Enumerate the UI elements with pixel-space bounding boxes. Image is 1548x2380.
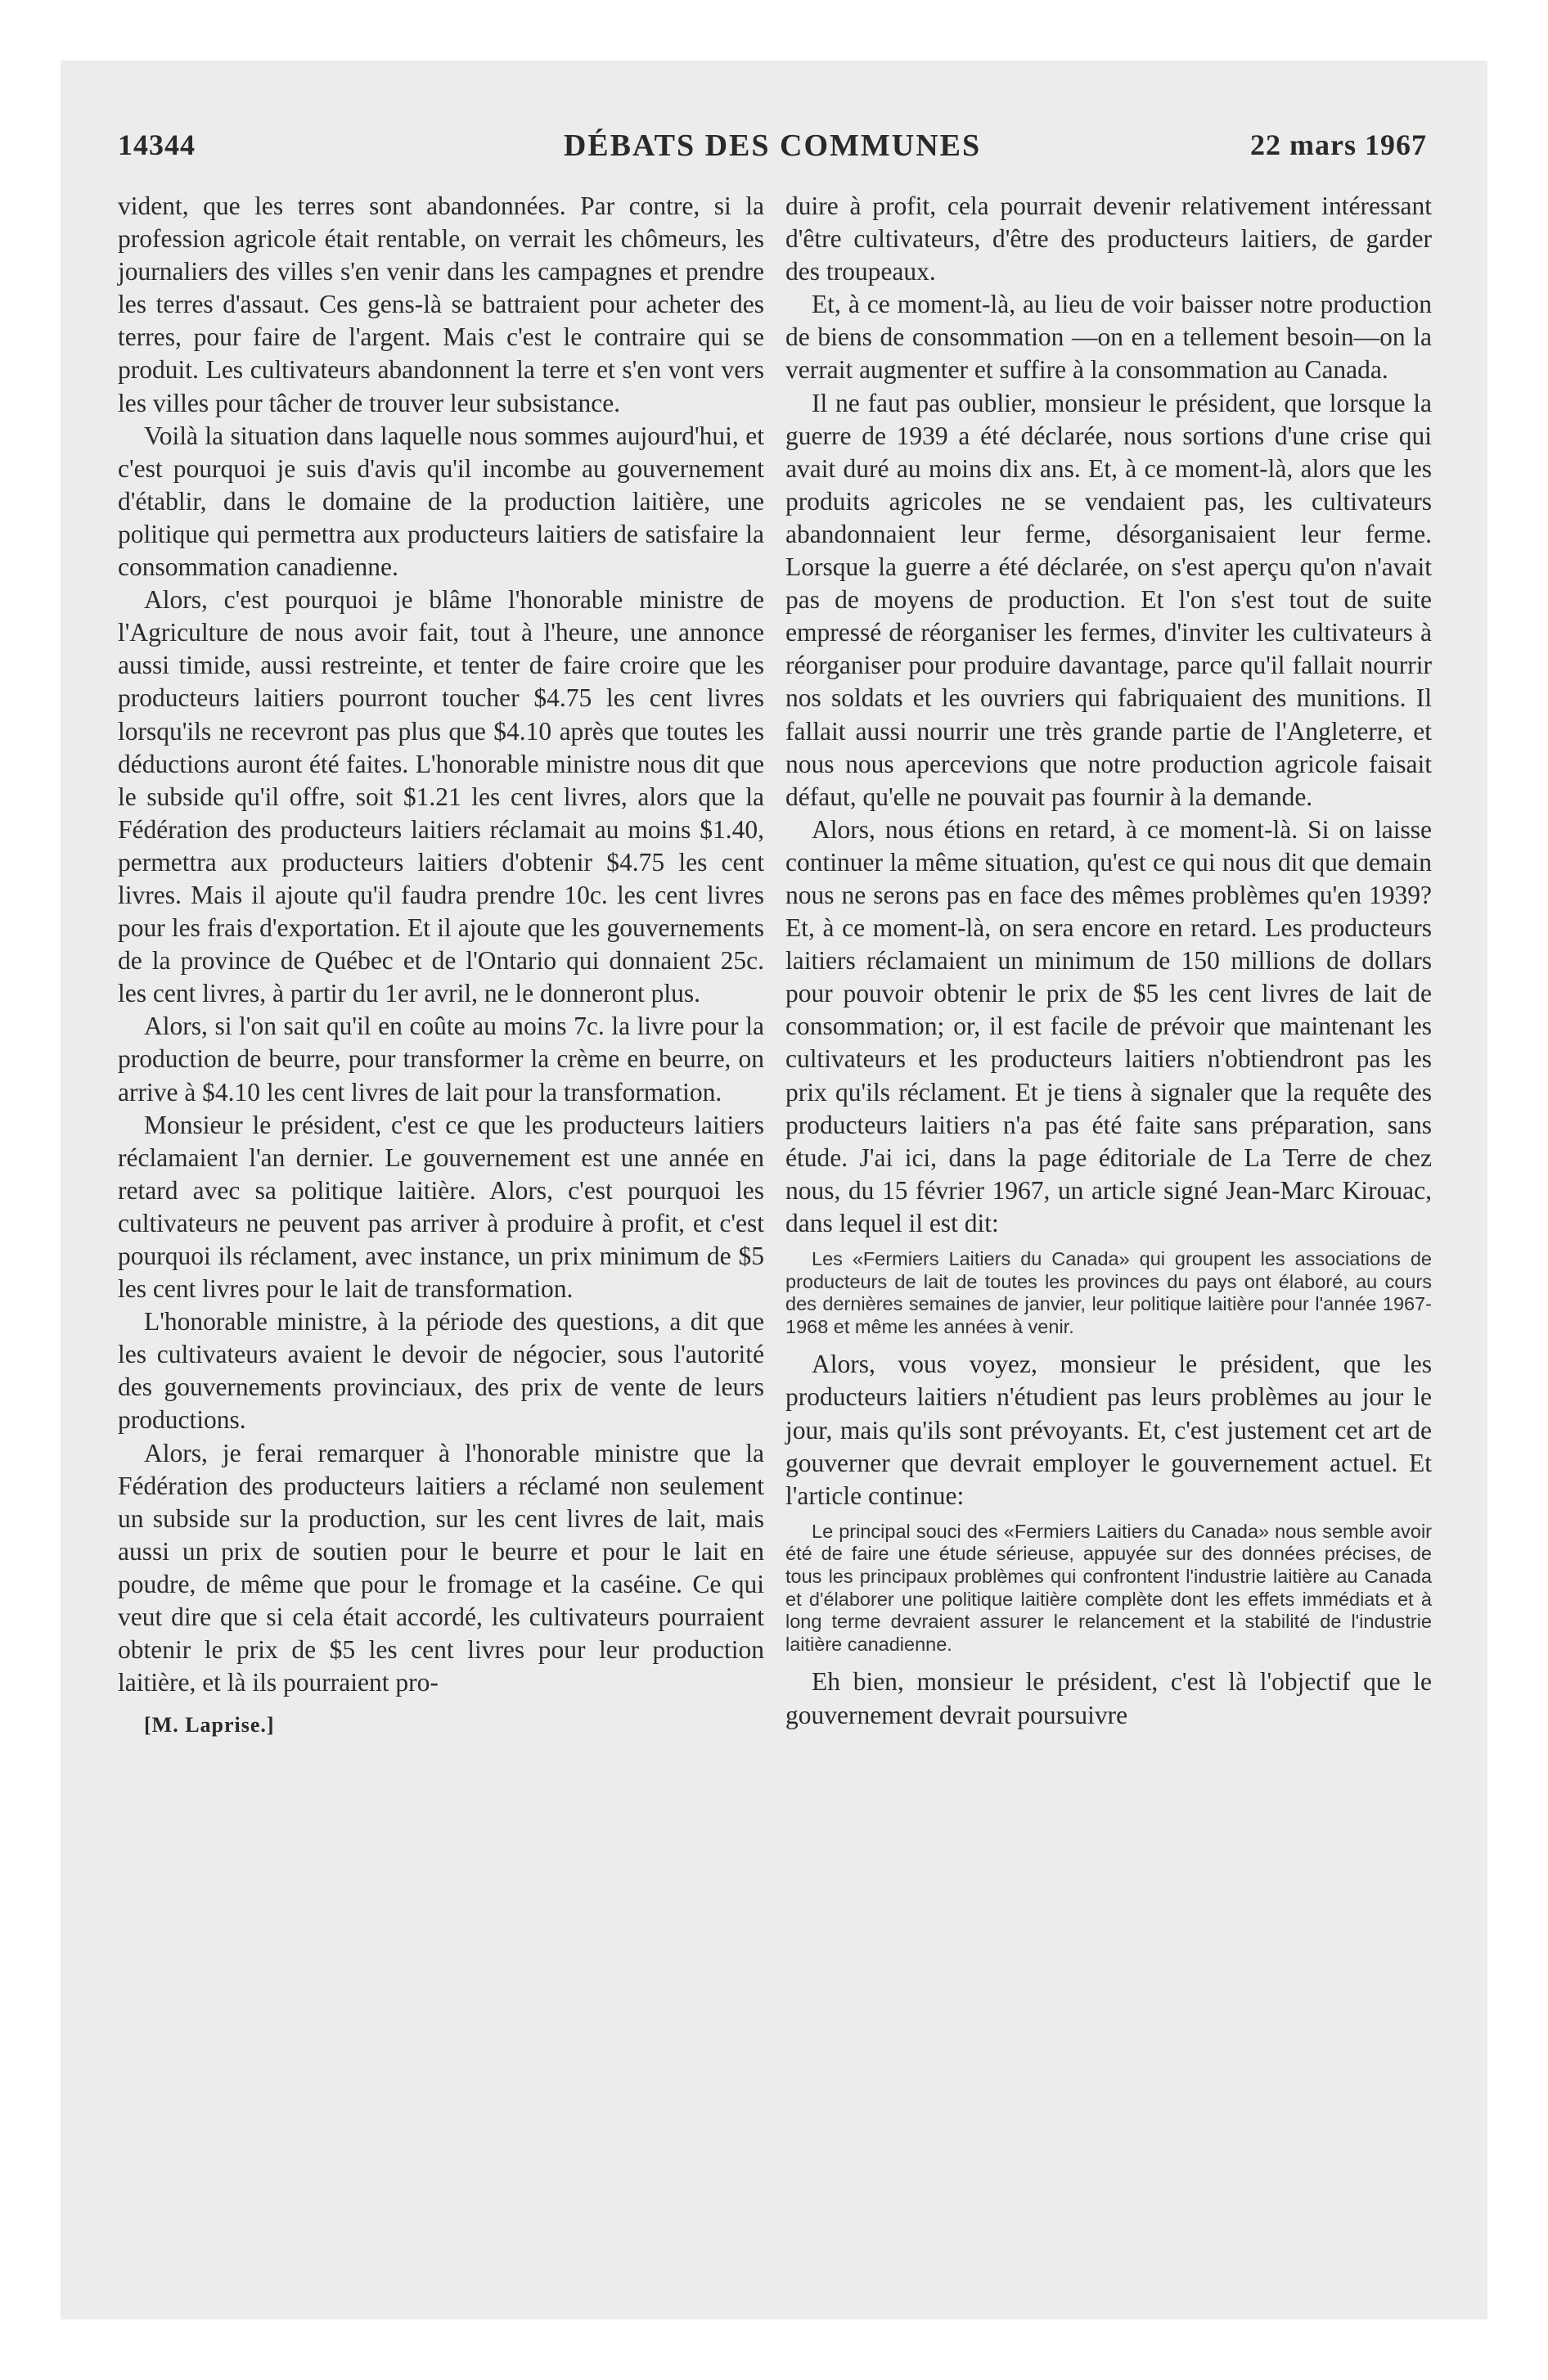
paragraph: Alors, nous étions en retard, à ce moment-là. Si on laisse continuer la même situation, qu'est ce qui nous dit que demain nous ne serons pas en face des mêmes problèmes qu'en 1939? Et, à ce moment-là, on sera encore en retard. Les producteurs laitiers réclamaient un minimum de 150 millions de dollars pour pouvoir obtenir le prix de $5 les cent livres de lait de consommation; or, il est facile de prévoir que maintenant les cultivateurs et les producteurs laitiers n'obtiendront pas les prix qu'ils réclament. Et je tiens à signaler que la requête des producteurs laitiers n'a pas été faite sans préparation, sans étude. J'ai ici, dans la page éditoriale de La Terre de chez nous, du 15 février 1967, un article signé Jean-Marc Kirouac, dans lequel il est dit: <box>785 814 1432 1237</box>
page-title: DÉBATS DES COMMUNES <box>563 128 982 163</box>
paragraph: Alors, c'est pourquoi je blâme l'honorable ministre de l'Agriculture de nous avoir fait, tout à l'heure, une annonce aussi timide, aussi restreinte, et tenter de faire croire que les producteurs laitiers pourront toucher $4.75 les cent livres lorsqu'ils ne recevront pas plus que $4.10 après que toutes les déductions auront été faites. L'honorable ministre nous dit que le subside qu'il offre, soit $1.21 les cent livres, alors que la Fédération des producteurs laitiers réclamait au moins $1.40, permettra aux producteurs laitiers d'obtenir $4.75 les cent livres. Mais il ajoute qu'il faudra prendre 10c. les cent livres pour les frais d'exportation. Et il ajoute que les gouvernements de la province de Québec et de l'Ontario qui donnaient 25c. les cent livres, à partir du 1er avril, ne le donneront plus. <box>118 585 764 1008</box>
paragraph: duire à profit, cela pourrait devenir relativement intéressant d'être cultivateurs, d'être des producteurs laitiers, de garder des troupeaux. <box>785 192 1432 286</box>
paragraph: Eh bien, monsieur le président, c'est là l'objectif que le gouvernement devrait poursuivre <box>785 1667 1432 1729</box>
speaker-attribution: [M. Laprise.] <box>144 1713 275 1738</box>
paragraph: Alors, si l'on sait qu'il en coûte au moins 7c. la livre pour la production de beurre, pour transformer la crème en beurre, on arrive à $4.10 les cent livres de lait pour la transformation. <box>118 1012 764 1107</box>
scanned-page <box>61 61 1487 2319</box>
page-header <box>118 128 1427 169</box>
paragraph: L'honorable ministre, à la période des questions, a dit que les cultivateurs avaient le devoir de négocier, sous l'autorité des gouvernements provinciaux, des prix de vente de leurs productions. <box>118 1307 764 1435</box>
paragraph: Monsieur le président, c'est ce que les producteurs laitiers réclamaient l'an dernier. Le gouvernement est une année en retard avec sa politique laitière. Alors, c'est pourquoi les cultivateurs ne peuvent pas arriver à produire à profit, et c'est pourquoi ils réclament, avec instance, un prix minimum de $5 les cent livres pour le lait de transformation. <box>118 1110 764 1304</box>
paragraph: Alors, je ferai remarquer à l'honorable ministre que la Fédération des producteurs laitiers a réclamé non seulement un subside sur la production, sur les cent livres de lait, mais aussi un prix de soutien pour le beurre et pour le lait en poudre, de même que pour le fromage et la caséine. Ce qui veut dire que si cela était accordé, les cultivateurs pourraient obtenir le prix de $5 les cent livres pour leur production laitière, et là ils pourraient pro- <box>118 1438 764 1697</box>
left-column <box>118 190 764 1742</box>
page-number: 14344 <box>118 128 196 161</box>
paragraph: Il ne faut pas oublier, monsieur le président, que lorsque la guerre de 1939 a été déclarée, nous sortions d'une crise qui avait duré au moins dix ans. Et, à ce moment-là, alors que les produits agricoles ne se vendaient pas, les cultivateurs abandonnaient leur ferme, désorganisaient leur ferme. Lorsque la guerre a été déclarée, on s'est aperçu qu'on n'avait pas de moyens de production. Et l'on s'est tout de suite empressé de réorganiser les fermes, d'inviter les cultivateurs à réorganiser pour produire davantage, parce qu'il fallait nourrir nos soldats et les ouvriers qui fabriquaient des munitions. Il fallait aussi nourrir une très grande partie de l'Angleterre, et nous nous apercevions que notre production agricole faisait défaut, qu'elle ne pouvait pas fournir à la demande. <box>785 388 1432 811</box>
paragraph: vident, que les terres sont abandonnées. Par contre, si la profession agricole était rentable, on verrait les chômeurs, les journaliers des villes s'en venir dans les campagnes et prendre les terres d'assaut. Ces gens-là se battraient pour acheter des terres, pour faire de l'argent. Mais c'est le contraire qui se produit. Les cultivateurs abandonnent la terre et s'en vont vers les villes pour tâcher de trouver leur subsistance. <box>118 192 764 417</box>
paragraph: Alors, vous voyez, monsieur le président, que les producteurs laitiers n'étudient pas leurs problèmes au jour le jour, mais qu'ils sont prévoyants. Et, c'est justement cet art de gouverner que devrait employer le gouvernement actuel. Et l'article continue: <box>785 1350 1432 1510</box>
block-quote: Les «Fermiers Laitiers du Canada» qui groupent les associations de producteurs de lait de toutes les provinces du pays ont élaboré, au cours des dernières semaines de janvier, leur politique laitière pour l'année 1967-1968 et même les années à venir. <box>785 1248 1432 1337</box>
right-column <box>785 190 1432 1732</box>
paragraph: Et, à ce moment-là, au lieu de voir baisser notre production de biens de consommation —on en a tellement besoin—on la verrait augmenter et suffire à la consommation au Canada. <box>785 290 1432 385</box>
page-date: 22 mars 1967 <box>1250 128 1427 161</box>
block-quote: Le principal souci des «Fermiers Laitiers du Canada» nous semble avoir été de faire une étude sérieuse, appuyée sur des données précises, de tous les principaux problèmes qui confrontent l'industrie laitière au Canada et d'élaborer une politique laitière complète dont les effets immédiats et à long terme devraient assurer le relancement et la stabilité de l'industrie laitière canadienne. <box>785 1520 1432 1655</box>
paragraph: Voilà la situation dans laquelle nous sommes aujourd'hui, et c'est pourquoi je suis d'avis qu'il incombe au gouvernement d'établir, dans le domaine de la production laitière, une politique qui permettra aux producteurs laitiers de satisfaire la consommation canadienne. <box>118 421 764 582</box>
